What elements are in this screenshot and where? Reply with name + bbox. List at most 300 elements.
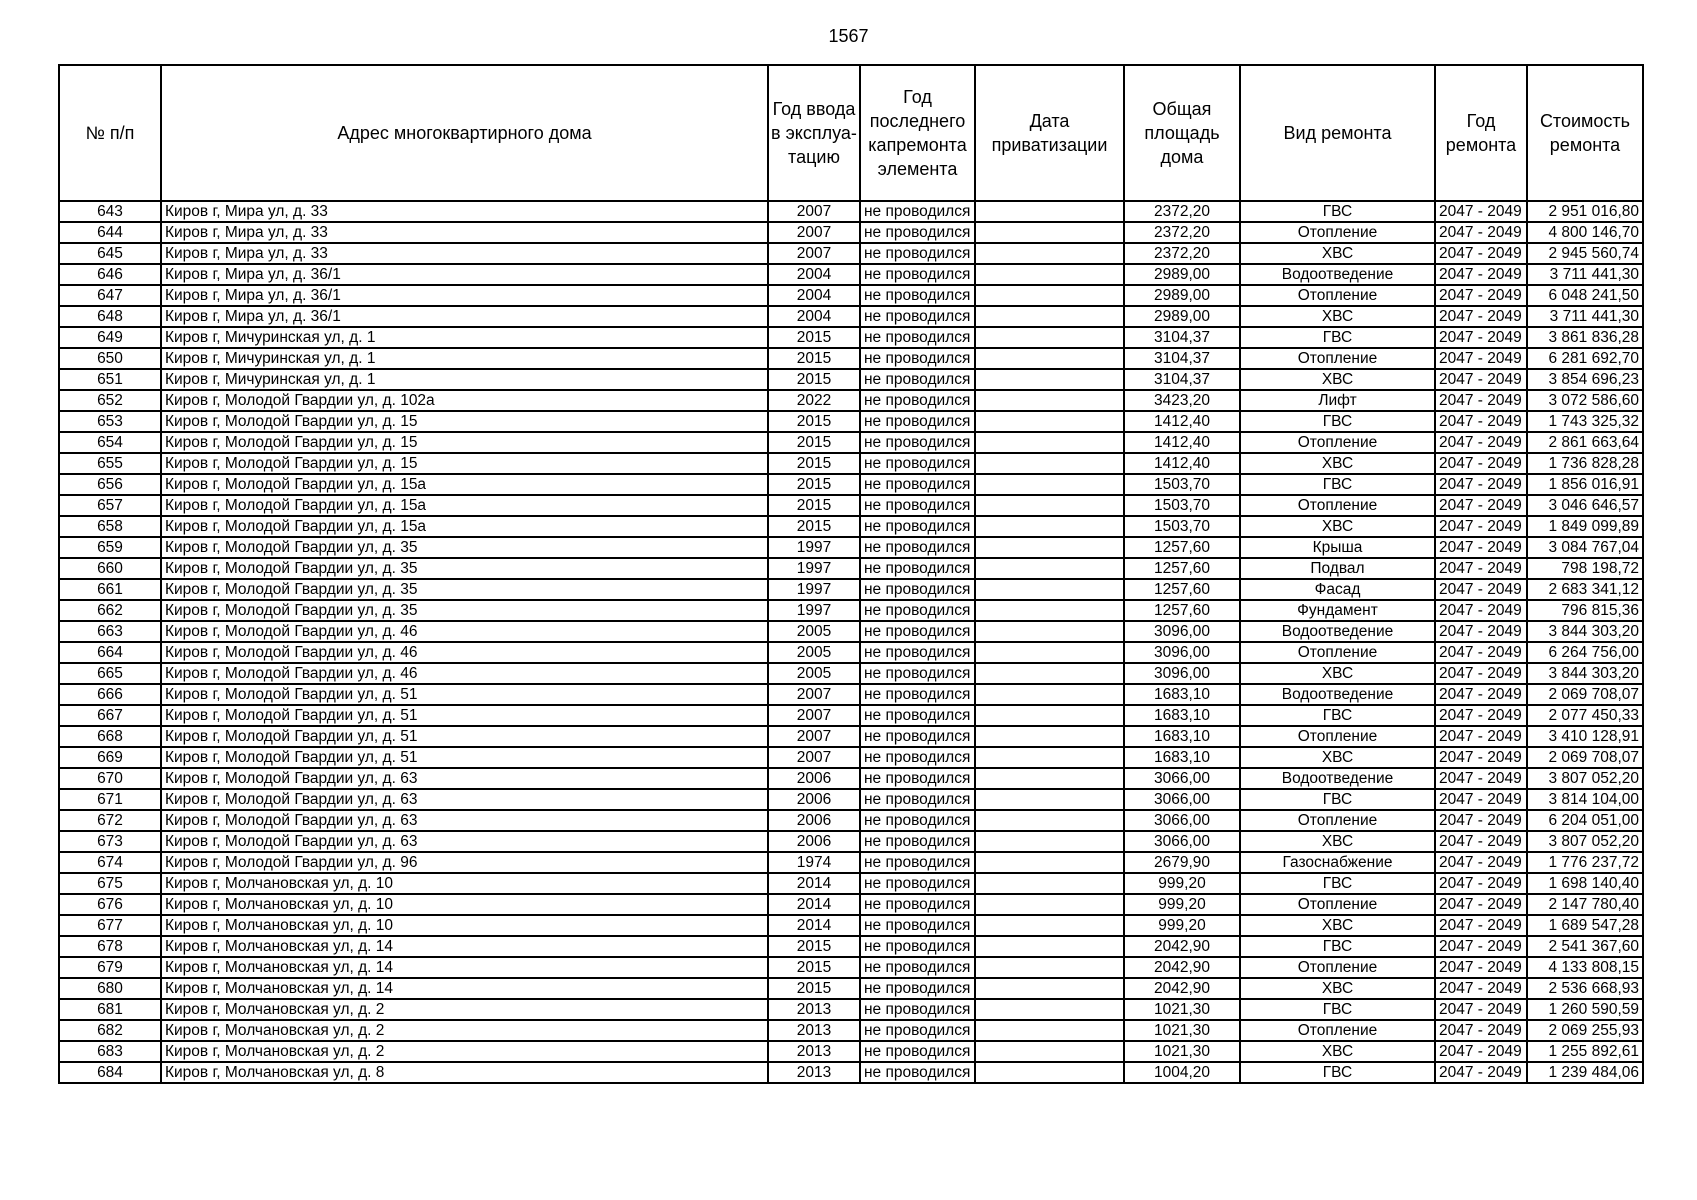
header-privatization: Дата приватизации (975, 65, 1124, 201)
cell-year-built: 1997 (768, 558, 860, 579)
cell-num: 655 (59, 453, 161, 474)
cell-repair-year: 2047 - 2049 (1435, 894, 1527, 915)
cell-num: 660 (59, 558, 161, 579)
cell-num: 661 (59, 579, 161, 600)
cell-year-built: 2004 (768, 306, 860, 327)
cell-privatization (975, 558, 1124, 579)
cell-repair-type: Водоотведение (1240, 768, 1435, 789)
cell-address: Киров г, Мира ул, д. 36/1 (161, 264, 768, 285)
cell-address: Киров г, Молодой Гвардии ул, д. 35 (161, 600, 768, 621)
cell-cost: 6 264 756,00 (1527, 642, 1643, 663)
cell-repair-year: 2047 - 2049 (1435, 747, 1527, 768)
cell-repair-type: Фундамент (1240, 600, 1435, 621)
cell-repair-year: 2047 - 2049 (1435, 285, 1527, 306)
cell-address: Киров г, Молчановская ул, д. 14 (161, 936, 768, 957)
cell-cost: 798 198,72 (1527, 558, 1643, 579)
cell-cost: 3 854 696,23 (1527, 369, 1643, 390)
cell-repair-year: 2047 - 2049 (1435, 978, 1527, 999)
cell-num: 664 (59, 642, 161, 663)
cell-last-repair: не проводился (860, 474, 975, 495)
cell-last-repair: не проводился (860, 852, 975, 873)
header-repair-type: Вид ремонта (1240, 65, 1435, 201)
cell-area: 3423,20 (1124, 390, 1240, 411)
cell-address: Киров г, Молчановская ул, д. 8 (161, 1062, 768, 1083)
cell-year-built: 2013 (768, 1020, 860, 1041)
cell-area: 3066,00 (1124, 831, 1240, 852)
cell-area: 1683,10 (1124, 705, 1240, 726)
cell-address: Киров г, Молодой Гвардии ул, д. 96 (161, 852, 768, 873)
cell-repair-type: ГВС (1240, 936, 1435, 957)
cell-repair-year: 2047 - 2049 (1435, 957, 1527, 978)
cell-privatization (975, 264, 1124, 285)
cell-repair-type: ХВС (1240, 453, 1435, 474)
cell-area: 1021,30 (1124, 1041, 1240, 1062)
cell-repair-type: ГВС (1240, 999, 1435, 1020)
cell-address: Киров г, Молодой Гвардии ул, д. 63 (161, 810, 768, 831)
cell-repair-year: 2047 - 2049 (1435, 873, 1527, 894)
cell-area: 2042,90 (1124, 957, 1240, 978)
cell-area: 3104,37 (1124, 327, 1240, 348)
cell-cost: 4 800 146,70 (1527, 222, 1643, 243)
cell-num: 671 (59, 789, 161, 810)
cell-repair-type: Отопление (1240, 810, 1435, 831)
cell-area: 1257,60 (1124, 537, 1240, 558)
cell-year-built: 2014 (768, 873, 860, 894)
cell-year-built: 2007 (768, 684, 860, 705)
cell-area: 999,20 (1124, 873, 1240, 894)
cell-privatization (975, 768, 1124, 789)
table-row (59, 285, 1643, 306)
cell-num: 647 (59, 285, 161, 306)
cell-repair-year: 2047 - 2049 (1435, 306, 1527, 327)
table-row (59, 516, 1643, 537)
cell-address: Киров г, Молодой Гвардии ул, д. 51 (161, 705, 768, 726)
cell-repair-year: 2047 - 2049 (1435, 705, 1527, 726)
cell-num: 683 (59, 1041, 161, 1062)
table-body (59, 201, 1643, 1083)
cell-address: Киров г, Мичуринская ул, д. 1 (161, 348, 768, 369)
cell-address: Киров г, Молодой Гвардии ул, д. 15а (161, 474, 768, 495)
cell-repair-type: Отопление (1240, 642, 1435, 663)
cell-privatization (975, 663, 1124, 684)
cell-area: 1412,40 (1124, 453, 1240, 474)
cell-repair-type: ГВС (1240, 873, 1435, 894)
cell-num: 670 (59, 768, 161, 789)
cell-privatization (975, 684, 1124, 705)
cell-repair-year: 2047 - 2049 (1435, 936, 1527, 957)
cell-num: 643 (59, 201, 161, 222)
cell-year-built: 2015 (768, 411, 860, 432)
cell-privatization (975, 222, 1124, 243)
cell-area: 3096,00 (1124, 621, 1240, 642)
cell-repair-type: ГВС (1240, 705, 1435, 726)
cell-repair-year: 2047 - 2049 (1435, 537, 1527, 558)
cell-last-repair: не проводился (860, 600, 975, 621)
cell-year-built: 2006 (768, 810, 860, 831)
header-cost: Стоимость ремонта (1527, 65, 1643, 201)
cell-address: Киров г, Молчановская ул, д. 10 (161, 894, 768, 915)
cell-last-repair: не проводился (860, 999, 975, 1020)
cell-repair-type: Отопление (1240, 285, 1435, 306)
cell-cost: 3 046 646,57 (1527, 495, 1643, 516)
cell-repair-year: 2047 - 2049 (1435, 201, 1527, 222)
cell-num: 679 (59, 957, 161, 978)
table-row (59, 411, 1643, 432)
cell-area: 2042,90 (1124, 936, 1240, 957)
cell-num: 663 (59, 621, 161, 642)
cell-area: 2989,00 (1124, 306, 1240, 327)
cell-num: 672 (59, 810, 161, 831)
cell-year-built: 2004 (768, 285, 860, 306)
table-row (59, 894, 1643, 915)
cell-cost: 6 281 692,70 (1527, 348, 1643, 369)
cell-address: Киров г, Молодой Гвардии ул, д. 102а (161, 390, 768, 411)
cell-repair-year: 2047 - 2049 (1435, 789, 1527, 810)
cell-num: 682 (59, 1020, 161, 1041)
cell-privatization (975, 411, 1124, 432)
cell-cost: 2 951 016,80 (1527, 201, 1643, 222)
cell-year-built: 2015 (768, 516, 860, 537)
cell-repair-year: 2047 - 2049 (1435, 432, 1527, 453)
cell-year-built: 2005 (768, 642, 860, 663)
cell-address: Киров г, Мичуринская ул, д. 1 (161, 327, 768, 348)
table-row (59, 453, 1643, 474)
cell-repair-year: 2047 - 2049 (1435, 390, 1527, 411)
table-row (59, 264, 1643, 285)
cell-repair-type: Отопление (1240, 894, 1435, 915)
table-row (59, 978, 1643, 999)
cell-year-built: 2006 (768, 789, 860, 810)
cell-repair-year: 2047 - 2049 (1435, 621, 1527, 642)
cell-year-built: 2004 (768, 264, 860, 285)
cell-area: 1683,10 (1124, 747, 1240, 768)
cell-area: 1257,60 (1124, 579, 1240, 600)
cell-privatization (975, 810, 1124, 831)
table-row (59, 1020, 1643, 1041)
cell-repair-type: Отопление (1240, 348, 1435, 369)
cell-year-built: 2015 (768, 936, 860, 957)
cell-num: 645 (59, 243, 161, 264)
cell-cost: 6 204 051,00 (1527, 810, 1643, 831)
cell-last-repair: не проводился (860, 768, 975, 789)
cell-privatization (975, 348, 1124, 369)
cell-address: Киров г, Молчановская ул, д. 2 (161, 999, 768, 1020)
cell-year-built: 2005 (768, 621, 860, 642)
cell-num: 646 (59, 264, 161, 285)
cell-last-repair: не проводился (860, 264, 975, 285)
table-row (59, 915, 1643, 936)
cell-area: 1503,70 (1124, 495, 1240, 516)
cell-year-built: 2007 (768, 747, 860, 768)
cell-last-repair: не проводился (860, 579, 975, 600)
table-row (59, 747, 1643, 768)
cell-repair-type: ХВС (1240, 369, 1435, 390)
cell-privatization (975, 516, 1124, 537)
cell-cost: 2 683 341,12 (1527, 579, 1643, 600)
cell-last-repair: не проводился (860, 621, 975, 642)
cell-last-repair: не проводился (860, 369, 975, 390)
table-row (59, 957, 1643, 978)
table-row (59, 243, 1643, 264)
cell-privatization (975, 306, 1124, 327)
cell-repair-type: ГВС (1240, 201, 1435, 222)
cell-repair-type: Отопление (1240, 222, 1435, 243)
table-row (59, 621, 1643, 642)
cell-repair-year: 2047 - 2049 (1435, 642, 1527, 663)
cell-address: Киров г, Мира ул, д. 33 (161, 243, 768, 264)
cell-cost: 1 776 237,72 (1527, 852, 1643, 873)
cell-num: 666 (59, 684, 161, 705)
cell-privatization (975, 1062, 1124, 1083)
cell-privatization (975, 831, 1124, 852)
cell-privatization (975, 327, 1124, 348)
cell-address: Киров г, Мира ул, д. 36/1 (161, 285, 768, 306)
cell-privatization (975, 537, 1124, 558)
cell-year-built: 2006 (768, 768, 860, 789)
cell-repair-year: 2047 - 2049 (1435, 663, 1527, 684)
cell-repair-year: 2047 - 2049 (1435, 1062, 1527, 1083)
cell-privatization (975, 999, 1124, 1020)
cell-address: Киров г, Молчановская ул, д. 14 (161, 957, 768, 978)
cell-repair-type: Отопление (1240, 957, 1435, 978)
cell-cost: 1 239 484,06 (1527, 1062, 1643, 1083)
cell-privatization (975, 1041, 1124, 1062)
table-row (59, 1062, 1643, 1083)
cell-repair-type: ГВС (1240, 411, 1435, 432)
cell-repair-year: 2047 - 2049 (1435, 516, 1527, 537)
cell-area: 3104,37 (1124, 348, 1240, 369)
cell-cost: 3 844 303,20 (1527, 621, 1643, 642)
cell-address: Киров г, Мира ул, д. 36/1 (161, 306, 768, 327)
cell-year-built: 2014 (768, 894, 860, 915)
header-repair-year: Год ремонта (1435, 65, 1527, 201)
cell-last-repair: не проводился (860, 663, 975, 684)
cell-area: 3066,00 (1124, 789, 1240, 810)
cell-repair-type: ХВС (1240, 243, 1435, 264)
header-address: Адрес многоквартирного дома (161, 65, 768, 201)
cell-num: 675 (59, 873, 161, 894)
cell-area: 2372,20 (1124, 243, 1240, 264)
table-row (59, 936, 1643, 957)
cell-num: 652 (59, 390, 161, 411)
cell-cost: 1 856 016,91 (1527, 474, 1643, 495)
cell-num: 676 (59, 894, 161, 915)
cell-area: 1021,30 (1124, 999, 1240, 1020)
table-row (59, 306, 1643, 327)
cell-repair-type: ГВС (1240, 474, 1435, 495)
cell-repair-year: 2047 - 2049 (1435, 726, 1527, 747)
cell-privatization (975, 852, 1124, 873)
cell-cost: 4 133 808,15 (1527, 957, 1643, 978)
cell-privatization (975, 621, 1124, 642)
cell-cost: 2 077 450,33 (1527, 705, 1643, 726)
cell-area: 2042,90 (1124, 978, 1240, 999)
header-area: Общая площадь дома (1124, 65, 1240, 201)
cell-repair-type: Лифт (1240, 390, 1435, 411)
cell-repair-year: 2047 - 2049 (1435, 411, 1527, 432)
cell-address: Киров г, Молодой Гвардии ул, д. 15 (161, 411, 768, 432)
cell-repair-type: Отопление (1240, 726, 1435, 747)
cell-num: 665 (59, 663, 161, 684)
cell-area: 3066,00 (1124, 810, 1240, 831)
cell-address: Киров г, Молчановская ул, д. 10 (161, 915, 768, 936)
table-row (59, 348, 1643, 369)
cell-cost: 3 807 052,20 (1527, 831, 1643, 852)
cell-num: 659 (59, 537, 161, 558)
cell-year-built: 2013 (768, 999, 860, 1020)
cell-area: 1503,70 (1124, 474, 1240, 495)
cell-num: 654 (59, 432, 161, 453)
cell-last-repair: не проводился (860, 411, 975, 432)
cell-cost: 1 736 828,28 (1527, 453, 1643, 474)
cell-cost: 3 807 052,20 (1527, 768, 1643, 789)
cell-year-built: 2015 (768, 369, 860, 390)
table-row (59, 579, 1643, 600)
cell-repair-year: 2047 - 2049 (1435, 243, 1527, 264)
cell-address: Киров г, Молчановская ул, д. 2 (161, 1020, 768, 1041)
cell-last-repair: не проводился (860, 537, 975, 558)
cell-year-built: 1974 (768, 852, 860, 873)
cell-area: 2372,20 (1124, 222, 1240, 243)
cell-year-built: 2007 (768, 201, 860, 222)
cell-address: Киров г, Молодой Гвардии ул, д. 51 (161, 747, 768, 768)
cell-num: 650 (59, 348, 161, 369)
cell-cost: 3 410 128,91 (1527, 726, 1643, 747)
cell-area: 1683,10 (1124, 726, 1240, 747)
cell-repair-type: ГВС (1240, 1062, 1435, 1083)
cell-num: 674 (59, 852, 161, 873)
cell-repair-year: 2047 - 2049 (1435, 453, 1527, 474)
table-row (59, 999, 1643, 1020)
cell-cost: 796 815,36 (1527, 600, 1643, 621)
cell-cost: 1 255 892,61 (1527, 1041, 1643, 1062)
cell-year-built: 1997 (768, 600, 860, 621)
cell-privatization (975, 579, 1124, 600)
cell-last-repair: не проводился (860, 348, 975, 369)
cell-address: Киров г, Молодой Гвардии ул, д. 35 (161, 537, 768, 558)
cell-privatization (975, 600, 1124, 621)
cell-area: 1412,40 (1124, 432, 1240, 453)
cell-last-repair: не проводился (860, 327, 975, 348)
cell-num: 649 (59, 327, 161, 348)
table-row (59, 852, 1643, 873)
cell-last-repair: не проводился (860, 1062, 975, 1083)
cell-privatization (975, 1020, 1124, 1041)
cell-privatization (975, 936, 1124, 957)
table-row (59, 537, 1643, 558)
cell-privatization (975, 789, 1124, 810)
table-header (59, 65, 1643, 201)
cell-address: Киров г, Мира ул, д. 33 (161, 222, 768, 243)
cell-num: 681 (59, 999, 161, 1020)
cell-num: 644 (59, 222, 161, 243)
cell-cost: 3 844 303,20 (1527, 663, 1643, 684)
cell-last-repair: не проводился (860, 894, 975, 915)
cell-last-repair: не проводился (860, 747, 975, 768)
cell-address: Киров г, Молодой Гвардии ул, д. 63 (161, 768, 768, 789)
cell-address: Киров г, Мира ул, д. 33 (161, 201, 768, 222)
cell-repair-type: Отопление (1240, 1020, 1435, 1041)
cell-last-repair: не проводился (860, 201, 975, 222)
cell-cost: 2 147 780,40 (1527, 894, 1643, 915)
cell-last-repair: не проводился (860, 978, 975, 999)
table-row (59, 705, 1643, 726)
cell-repair-year: 2047 - 2049 (1435, 600, 1527, 621)
cell-repair-year: 2047 - 2049 (1435, 264, 1527, 285)
cell-area: 1412,40 (1124, 411, 1240, 432)
cell-num: 669 (59, 747, 161, 768)
cell-privatization (975, 495, 1124, 516)
cell-num: 648 (59, 306, 161, 327)
cell-repair-type: Подвал (1240, 558, 1435, 579)
cell-area: 2989,00 (1124, 264, 1240, 285)
table-row (59, 684, 1643, 705)
cell-num: 656 (59, 474, 161, 495)
cell-cost: 3 711 441,30 (1527, 306, 1643, 327)
cell-year-built: 2007 (768, 222, 860, 243)
cell-address: Киров г, Молчановская ул, д. 14 (161, 978, 768, 999)
cell-last-repair: не проводился (860, 642, 975, 663)
cell-repair-type: Отопление (1240, 432, 1435, 453)
cell-repair-type: ГВС (1240, 327, 1435, 348)
cell-repair-type: ХВС (1240, 978, 1435, 999)
cell-cost: 3 814 104,00 (1527, 789, 1643, 810)
cell-year-built: 2014 (768, 915, 860, 936)
cell-num: 668 (59, 726, 161, 747)
cell-year-built: 2007 (768, 243, 860, 264)
cell-privatization (975, 915, 1124, 936)
cell-year-built: 2022 (768, 390, 860, 411)
cell-cost: 3 072 586,60 (1527, 390, 1643, 411)
cell-privatization (975, 642, 1124, 663)
cell-area: 3096,00 (1124, 663, 1240, 684)
cell-cost: 1 689 547,28 (1527, 915, 1643, 936)
cell-repair-type: Водоотведение (1240, 621, 1435, 642)
header-last-repair: Год последнего капремонта элемента (860, 65, 975, 201)
cell-area: 3104,37 (1124, 369, 1240, 390)
cell-repair-year: 2047 - 2049 (1435, 1020, 1527, 1041)
cell-address: Киров г, Молодой Гвардии ул, д. 46 (161, 621, 768, 642)
cell-repair-year: 2047 - 2049 (1435, 852, 1527, 873)
cell-year-built: 2007 (768, 705, 860, 726)
cell-area: 1004,20 (1124, 1062, 1240, 1083)
cell-cost: 3 084 767,04 (1527, 537, 1643, 558)
cell-repair-year: 2047 - 2049 (1435, 810, 1527, 831)
cell-cost: 2 541 367,60 (1527, 936, 1643, 957)
cell-privatization (975, 705, 1124, 726)
header-num: № п/п (59, 65, 161, 201)
table-row (59, 810, 1643, 831)
cell-repair-type: Крыша (1240, 537, 1435, 558)
cell-repair-type: Фасад (1240, 579, 1435, 600)
cell-area: 1257,60 (1124, 600, 1240, 621)
table-row (59, 558, 1643, 579)
cell-cost: 1 849 099,89 (1527, 516, 1643, 537)
cell-last-repair: не проводился (860, 684, 975, 705)
cell-cost: 2 945 560,74 (1527, 243, 1643, 264)
table-row (59, 201, 1643, 222)
cell-cost: 2 861 663,64 (1527, 432, 1643, 453)
cell-area: 3096,00 (1124, 642, 1240, 663)
cell-privatization (975, 453, 1124, 474)
cell-repair-type: ХВС (1240, 831, 1435, 852)
cell-last-repair: не проводился (860, 432, 975, 453)
cell-repair-year: 2047 - 2049 (1435, 999, 1527, 1020)
table-row (59, 369, 1643, 390)
cell-year-built: 1997 (768, 579, 860, 600)
cell-last-repair: не проводился (860, 1041, 975, 1062)
cell-year-built: 2015 (768, 432, 860, 453)
